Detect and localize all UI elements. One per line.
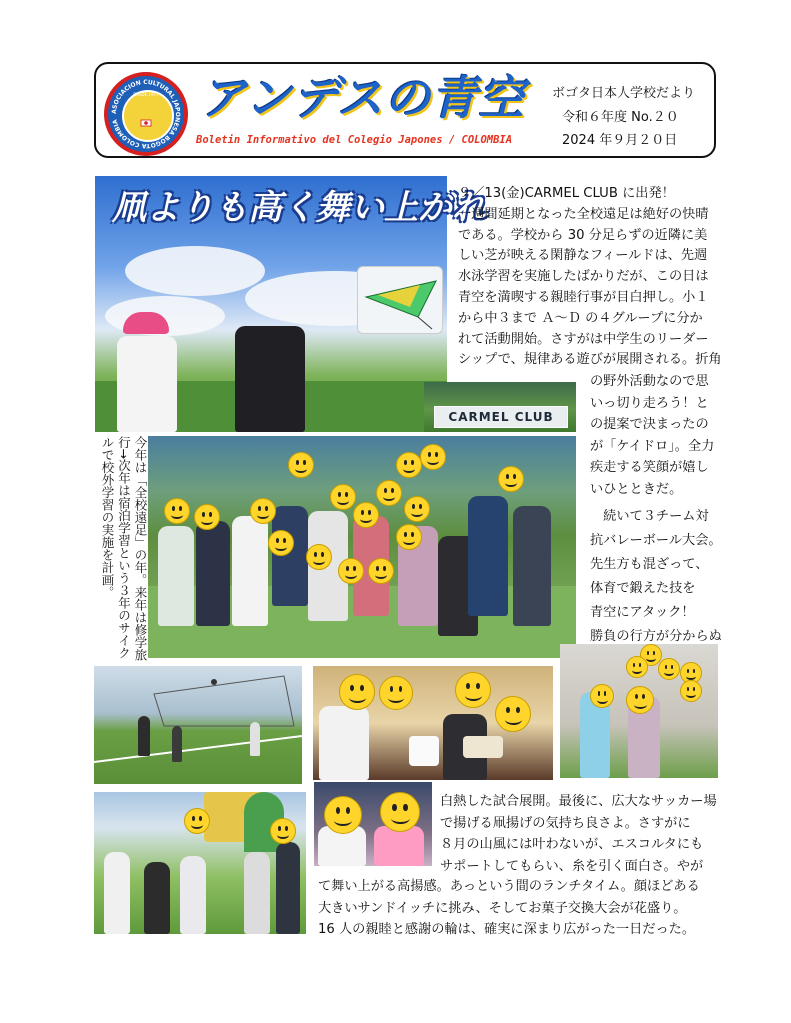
face-cover-smiley-icon	[368, 558, 394, 584]
photo-person	[172, 726, 182, 762]
photo-person	[180, 856, 206, 934]
photo-person	[104, 852, 130, 934]
article-headline: 凧よりも高く舞い上がれ	[112, 188, 486, 228]
text-line: 大きいサンドイッチに挑み、そしてお菓子交換大会が花盛り。	[318, 900, 687, 916]
photo-person	[513, 506, 551, 626]
photo-person	[117, 336, 177, 432]
newsletter-title: アンデスの青空	[200, 71, 526, 125]
face-cover-smiley-icon	[270, 818, 296, 844]
text-line: 一週間延期となった全校遠足は絶好の快晴	[458, 206, 709, 222]
face-cover-smiley-icon	[495, 696, 531, 732]
text-line: 青空を満喫する親睦行事が目白押し。小１	[458, 290, 709, 305]
face-cover-smiley-icon	[404, 496, 430, 522]
text-line: 抗バレーボール大会。	[590, 533, 722, 548]
face-cover-smiley-icon	[626, 656, 648, 678]
face-cover-smiley-icon	[330, 484, 356, 510]
face-cover-smiley-icon	[590, 684, 614, 708]
carmel-club-sign: CARMEL CLUB	[434, 406, 568, 428]
playground-photo	[94, 792, 306, 934]
text-line: 疾走する笑顔が嬉し	[590, 460, 709, 475]
photo-person	[196, 521, 230, 626]
text-line: の提案で決まったの	[590, 417, 709, 432]
text-line: れて活動開始。さすがは中学生のリーダー	[458, 331, 709, 347]
face-cover-smiley-icon	[184, 808, 210, 834]
photo-person	[144, 862, 170, 934]
volleyball-photo	[94, 666, 302, 784]
face-cover-smiley-icon	[288, 452, 314, 478]
photo-person	[244, 852, 270, 934]
photo-person	[250, 722, 260, 756]
svg-text:DESDE 1977: DESDE 1977	[133, 92, 159, 97]
text-line: が「ケイドロ」。全力	[590, 438, 715, 454]
text-line: いっ切り走ろう！と	[590, 395, 709, 411]
group-photo	[148, 436, 576, 658]
photo-person	[374, 826, 424, 866]
text-line: の野外活動なので思	[590, 374, 709, 389]
text-line: シップで、規律ある遊びが展開される。折角	[458, 352, 722, 368]
text-line: 青空にアタック！	[590, 605, 695, 620]
text-line: サポートしてもらい、糸を引く面白さ。やが	[440, 858, 704, 874]
text-line: である。学校から 30 分足らずの近隣に美	[458, 227, 708, 243]
text-line: 白熱した試合展開。最後に、広大なサッカー場	[440, 794, 717, 809]
face-cover-smiley-icon	[658, 658, 680, 680]
kids-wall-photo	[560, 644, 718, 778]
lunch-photo	[313, 666, 553, 780]
text-line: 続いて３チーム対	[590, 509, 709, 524]
text-line: 先生方も混ざって、	[590, 557, 709, 572]
photo-person	[276, 842, 300, 934]
text-line: ８月の山風には叶わないが、エスコルタにも	[440, 837, 704, 852]
text-line: 16 人の親睦と感謝の輪は、確実に深まり広がった一日だった。	[318, 922, 696, 937]
photo-person	[272, 506, 308, 606]
face-cover-smiley-icon	[250, 498, 276, 524]
face-cover-smiley-icon	[164, 498, 190, 524]
issue-date: 2024 年９月２０日	[562, 133, 678, 148]
face-cover-smiley-icon	[680, 680, 702, 702]
issue-number: 令和６年度 No.２０	[562, 110, 679, 125]
photo-person	[158, 526, 194, 626]
face-cover-smiley-icon	[353, 502, 379, 528]
kite-inset	[357, 266, 443, 334]
face-cover-smiley-icon	[376, 480, 402, 506]
text-line: で揚げる凧揚げの気持ち良さよ。さすがに	[440, 815, 691, 831]
photo-person	[138, 716, 150, 756]
publisher-name: ボゴタ日本人学校だより	[552, 86, 696, 101]
photo-person	[319, 706, 369, 780]
logo-ring	[108, 76, 184, 152]
photo-person	[468, 496, 508, 616]
photo-cloud	[125, 246, 265, 296]
face-cover-smiley-icon	[338, 558, 364, 584]
face-cover-smiley-icon	[268, 530, 294, 556]
face-cover-smiley-icon	[379, 676, 413, 710]
face-cover-smiley-icon	[420, 444, 446, 470]
text-line: 水泳学習を実施したばかりだが、この日は	[458, 269, 709, 285]
text-line: て舞い上がる高揚感。あっという間のランチタイム。顔ほどある	[318, 879, 700, 894]
face-cover-smiley-icon	[194, 504, 220, 530]
carmel-club-photo	[424, 382, 576, 432]
face-cover-smiley-icon	[498, 466, 524, 492]
sandwich-photo	[314, 782, 432, 866]
text-line: 勝負の行方が分からぬ	[590, 629, 722, 644]
face-cover-smiley-icon	[339, 674, 375, 710]
face-cover-smiley-icon	[396, 452, 422, 478]
face-cover-smiley-icon	[380, 792, 420, 832]
text-line: 体育で鍛えた技を	[590, 581, 696, 596]
side-note: 今年は「全校遠足」の年。来年は修学旅行→次年は宿泊学習という３年のサイクルで校外学習の実施を計画。	[100, 436, 148, 661]
school-logo	[104, 72, 188, 156]
face-cover-smiley-icon	[306, 544, 332, 570]
face-cover-smiley-icon	[626, 686, 654, 714]
text-line: から中３まで Ａ～Ｄ の４グループに分か	[458, 310, 703, 326]
text-line: しい芝が映える閑静なフィールドは、先週	[458, 248, 708, 264]
text-line: ９／13(金)CARMEL CLUB に出発！	[458, 186, 675, 201]
face-cover-smiley-icon	[324, 796, 362, 834]
face-cover-smiley-icon	[455, 672, 491, 708]
face-cover-smiley-icon	[396, 524, 422, 550]
svg-text:ASOCIACION CULTURAL JAPONESA B: ASOCIACION CULTURAL JAPONESA BOGOTA COLOMBIA	[110, 78, 182, 150]
text-line: いひとときだ。	[590, 481, 683, 497]
photo-person	[235, 326, 305, 432]
newsletter-subtitle: Boletin Informativo del Colegio Japones / COLOMBIA	[196, 134, 513, 146]
photo-person	[232, 516, 268, 626]
